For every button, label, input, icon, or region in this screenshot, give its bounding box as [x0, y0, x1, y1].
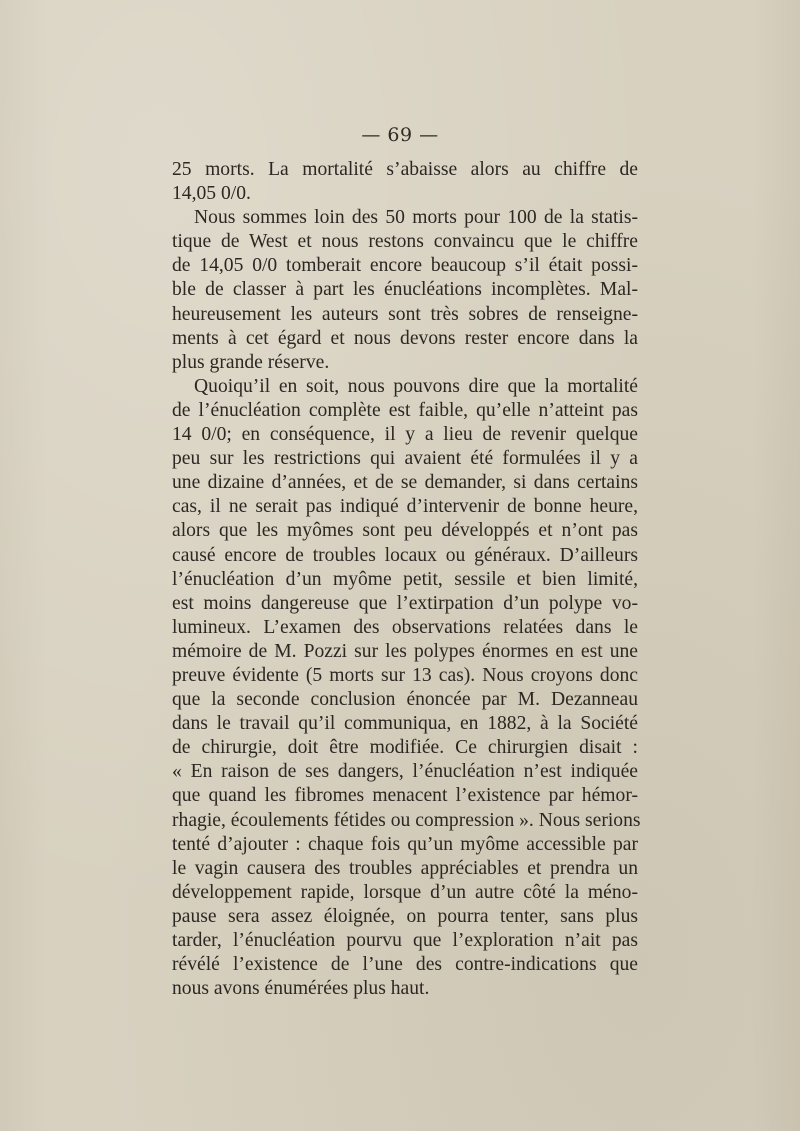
text-line: heureusement les auteurs sont très sobres de renseigne-: [172, 303, 638, 325]
text-line: lumineux. L’examen des observations relatées dans le: [172, 616, 638, 638]
text-line: est moins dangereuse que l’extirpation d’un polype vo-: [172, 592, 638, 614]
text-line: « En raison de ses dangers, l’énucléation n’est indiquée: [172, 761, 638, 783]
text-line: une dizaine d’années, et de se demander, si dans certains: [172, 472, 638, 494]
text-line: alors que les myômes sont peu développés et n’ont pas: [172, 520, 638, 542]
text-line: 25 morts. La mortalité s’abaisse alors au chiffre de: [172, 159, 638, 180]
text-line: ments à cet égard et nous devons rester encore dans la: [172, 327, 638, 349]
text-line: tique de West et nous restons convaincu que le chiffre: [172, 231, 638, 253]
text-line: preuve évidente (5 morts sur 13 cas). Nous croyons donc: [172, 664, 638, 686]
text-line: nous avons énumérées plus haut.: [172, 978, 430, 1000]
text-line: causé encore de troubles locaux ou généraux. D’ailleurs: [172, 544, 638, 566]
text-line: que la seconde conclusion énoncée par M. Dezanneau: [172, 689, 638, 711]
text-line: tarder, l’énucléation pourvu que l’exploration n’ait pas: [172, 930, 638, 951]
text-line: de chirurgie, doit être modifiée. Ce chirurgien disait :: [172, 737, 638, 759]
text-line: 14 0/0; en conséquence, il y a lieu de revenir quelque: [172, 424, 638, 446]
text-line: de l’énucléation complète est faible, qu’elle n’atteint pas: [172, 399, 638, 421]
text-line: Quoiqu’il en soit, nous pouvons dire que la mortalité: [194, 375, 638, 397]
text-line: Nous sommes loin des 50 morts pour 100 de la statis-: [194, 207, 638, 229]
page-number: — 69 —: [361, 124, 439, 146]
text-line: plus grande réserve.: [172, 351, 330, 373]
text-line: peu sur les restrictions qui avaient été formulées il y a: [172, 448, 638, 470]
text-line: 14,05 0/0.: [172, 183, 251, 205]
text-line: cas, il ne serait pas indiqué d’intervenir de bonne heure,: [172, 496, 638, 518]
text-line: que quand les fibromes menacent l’existence par hémor-: [172, 785, 638, 807]
text-line: ble de classer à part les énucléations incomplètes. Mal-: [172, 279, 638, 301]
text-line: l’énucléation d’un myôme petit, sessile et bien limité,: [172, 568, 638, 590]
text-line: révélé l’existence de l’une des contre-indications que: [172, 954, 638, 976]
text-line: développement rapide, lorsque d’un autre côté la méno-: [172, 881, 638, 903]
text-line: pause sera assez éloignée, on pourra tenter, sans plus: [172, 905, 638, 927]
text-line: tenté d’ajouter : chaque fois qu’un myôme accessible par: [172, 833, 638, 855]
text-line: le vagin causera des troubles appréciables et prendra un: [172, 857, 638, 879]
body-text: [172, 158, 641, 1001]
text-line: mémoire de M. Pozzi sur les polypes énormes en est une: [172, 640, 638, 662]
text-line: de 14,05 0/0 tomberait encore beaucoup s’il était possi-: [172, 255, 638, 277]
text-line: rhagie, écoulements fétides ou compression ». Nous serions: [172, 809, 641, 831]
text-line: dans le travail qu’il communiqua, en 1882, à la Société: [172, 713, 638, 735]
